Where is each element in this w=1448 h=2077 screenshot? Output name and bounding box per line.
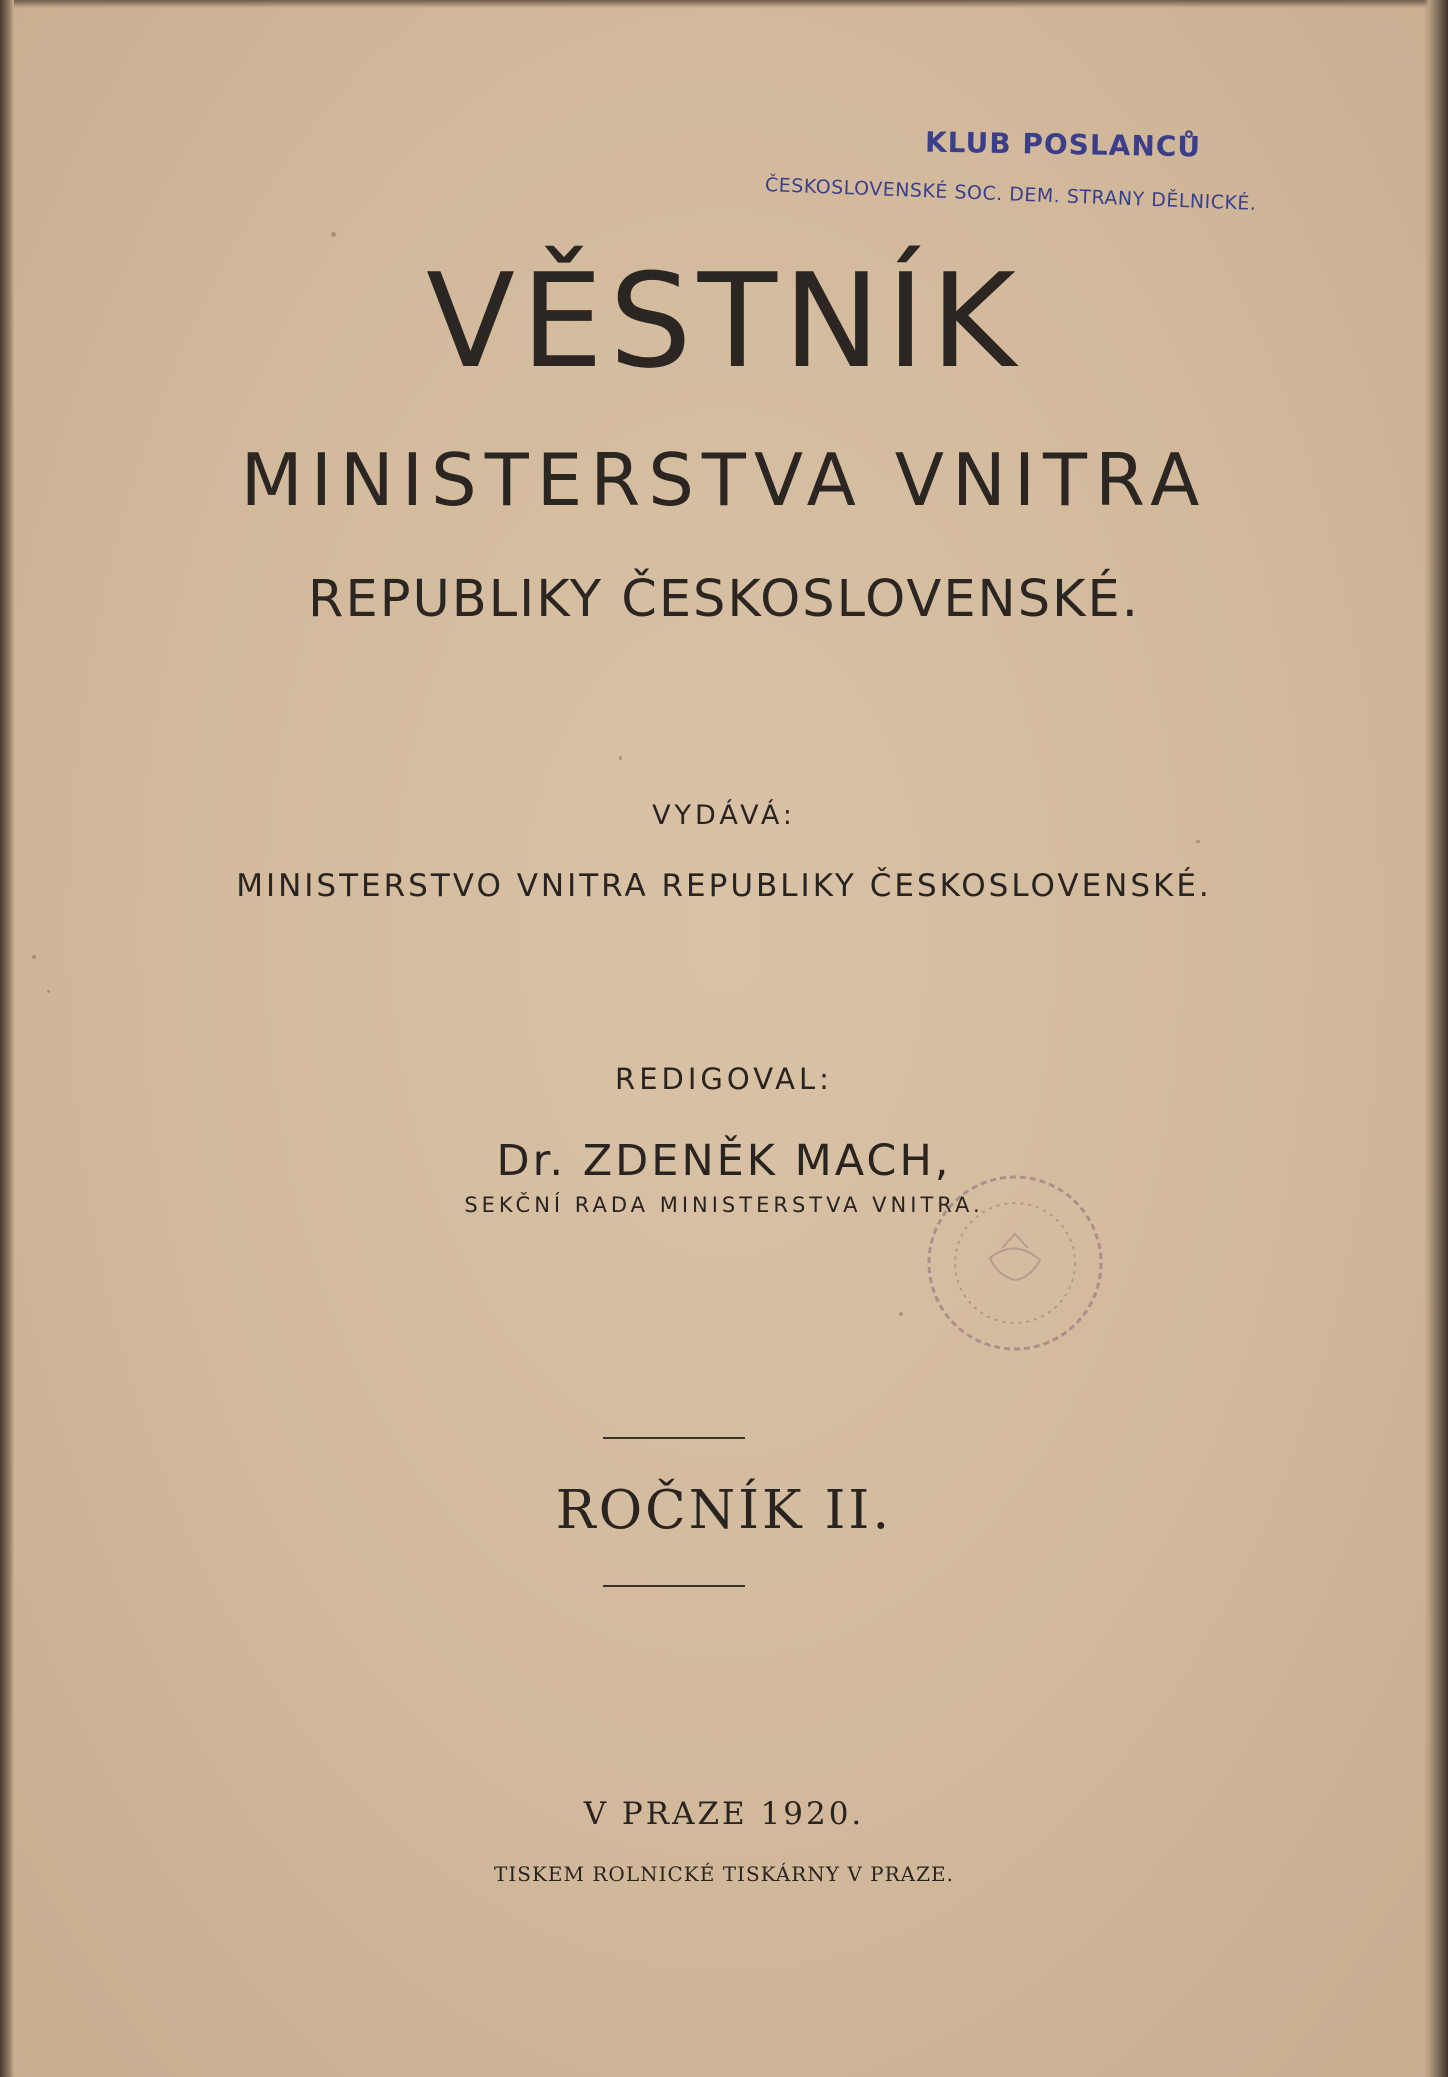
volume-number: ROČNÍK II. <box>555 1480 893 1541</box>
paper-speck <box>32 955 36 959</box>
library-stamp-line-2: ČESKOSLOVENSKÉ SOC. DEM. STRANY DĚLNICKÉ. <box>764 174 1257 215</box>
journal-title: VĚSTNÍK <box>426 245 1022 397</box>
paper-speck <box>47 990 50 993</box>
paper-speck <box>1196 840 1200 843</box>
publisher-name: MINISTERSTVO VNITRA REPUBLIKY ČESKOSLOVENSKÉ. <box>236 868 1212 904</box>
journal-subtitle: MINISTERSTVA VNITRA <box>240 438 1208 522</box>
publisher-label: VYDÁVÁ: <box>652 800 796 831</box>
library-stamp-line-1: KLUB POSLANCŮ <box>924 125 1202 164</box>
paper-speck <box>331 232 336 237</box>
page-top-edge <box>0 0 1448 8</box>
journal-subtitle-2: REPUBLIKY ČESKOSLOVENSKÉ. <box>308 570 1140 629</box>
paper-speck <box>899 1312 903 1316</box>
editor-name: Dr. ZDENĚK MACH, <box>496 1136 952 1186</box>
divider-bottom <box>603 1585 745 1587</box>
editor-title: SEKČNÍ RADA MINISTERSTVA VNITRA. <box>464 1193 984 1217</box>
round-stamp-icon <box>920 1168 1110 1358</box>
editor-label: REDIGOVAL: <box>615 1062 833 1096</box>
place-and-year: V PRAZE 1920. <box>583 1796 865 1832</box>
divider-top <box>603 1437 745 1439</box>
printer-imprint: TISKEM ROLNICKÉ TISKÁRNY V PRAZE. <box>494 1862 954 1886</box>
paper-speck <box>619 756 622 760</box>
